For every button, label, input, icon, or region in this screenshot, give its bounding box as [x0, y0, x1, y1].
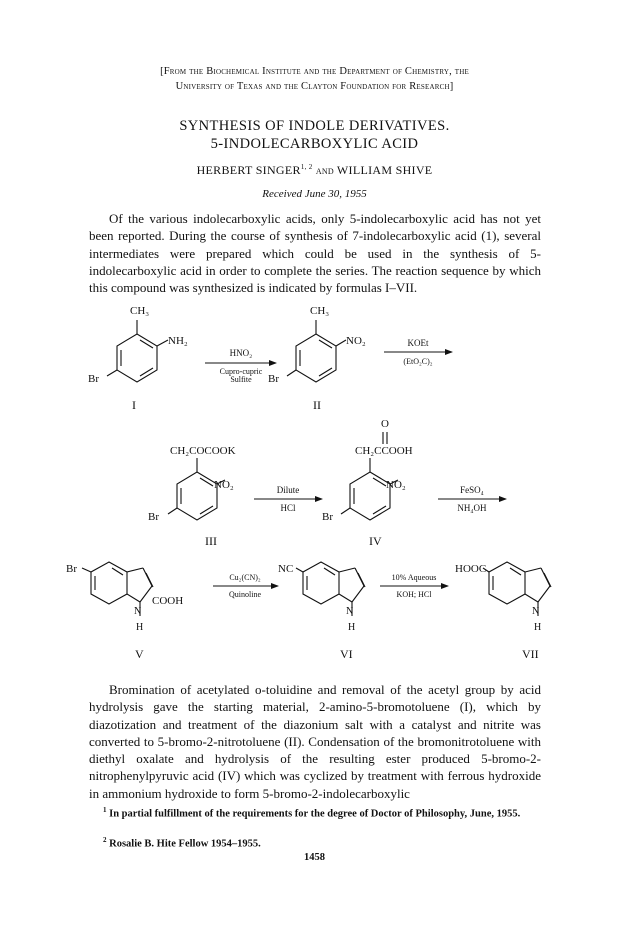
compound-I-ch3: CH₃	[130, 305, 150, 317]
reaction-scheme	[0, 296, 629, 676]
author-second: WILLIAM SHIVE	[336, 163, 433, 177]
author-first: HERBERT SINGER	[196, 163, 301, 177]
compound-V-ring-n: N	[134, 606, 142, 617]
compound-III-no2: NO₂	[214, 479, 234, 491]
compound-VI-label: VI	[340, 647, 353, 661]
reagent-6-below: KOH; HCl	[396, 590, 432, 599]
author-line	[0, 163, 629, 178]
reagent-4-above: FeSO₄	[460, 485, 484, 495]
compound-V-br: Br	[66, 563, 77, 575]
intro-paragraph-text: Of the various indolecarboxylic acids, only 5-indolecarboxylic acid has not yet been reported. During the course of synthesis of 7-indolecarboxylic acid (1), several intermediates were prepared which could be used in the synthesis of 5-indolecarboxylic acid in order to complete the series. The reaction sequence by which this compound was synthesized is indicated by formulas I–VII.	[89, 211, 541, 296]
reagent-1-below-2: Sulfite	[230, 375, 252, 384]
footnote-1	[89, 803, 541, 822]
compound-II-ch3: CH₃	[310, 305, 330, 317]
compound-II-br: Br	[268, 373, 279, 385]
footnote-1-mark: 1	[103, 806, 107, 814]
compound-III-label: III	[205, 534, 217, 548]
footnote-2-mark: 2	[103, 836, 107, 844]
reagent-1-below-1: Cupro-cupric	[219, 367, 263, 376]
compound-V-cooh: COOH	[152, 595, 184, 607]
body-paragraph	[89, 681, 541, 802]
compound-III-br: Br	[148, 511, 159, 523]
body-paragraph-text: Bromination of acetylated o-toluidine and removal of the acetyl group by acid hydrolysis gave the starting material, 2-amino-5-bromotoluene (I), which by diazotization and treatment of the diazonium salt with a catalyst and nitrite was converted to 5-bromo-2-nitrotoluene (II). Condensation of the bromonitrotoluene with diethyl oxalate and hydrolysis of the resulting ester produced 5-bromo-2-nitrophenylpyruvic acid (IV) which was cyclized by treatment with ferrous hydroxide in ammonium hydroxide to form 5-bromo-2-indolecarboxylic	[89, 682, 541, 801]
compound-VI-structure	[296, 562, 365, 616]
reagent-4-below: NH₄OH	[457, 503, 487, 513]
intro-paragraph	[89, 210, 541, 296]
compound-IV-carbonyl-o: O	[381, 418, 389, 430]
compound-I-label: I	[132, 398, 136, 412]
footnote-1-text: In partial fulfillment of the requirements for the degree of Doctor of Philosophy, June, 1955.	[109, 808, 521, 820]
compound-V-label: V	[135, 647, 144, 661]
reagent-3-below: HCl	[280, 503, 296, 513]
compound-VII-ring-n: N	[532, 606, 540, 617]
compound-I-nh2: NH₂	[168, 335, 188, 347]
author-conjunction: and	[315, 165, 334, 177]
compound-II-label: II	[313, 398, 321, 412]
affiliation-line-2: University of Texas and the Clayton Foundation for Research]	[175, 81, 454, 92]
compound-VI-ring-n: N	[346, 606, 354, 617]
compound-VII-label: VII	[522, 647, 539, 661]
compound-IV-side-chain: CH₂CCOOH	[355, 445, 413, 457]
compound-II-structure	[287, 320, 346, 382]
reagent-2-above: KOEt	[407, 338, 429, 348]
compound-V-ring-h: H	[136, 622, 144, 633]
compound-V-structure	[82, 562, 153, 616]
received-date: Received June 30, 1955	[262, 188, 367, 200]
reagent-5-above: Cu₂(CN)₂	[229, 573, 261, 582]
reagent-2-below: (EtO₂C)₂	[403, 357, 433, 366]
compound-VII-structure	[483, 562, 551, 616]
reagent-5-below: Quinoline	[229, 590, 261, 599]
reagent-3-above: Dilute	[276, 485, 300, 495]
compound-I-br: Br	[88, 373, 99, 385]
reagent-6-above: 10% Aqueous	[391, 573, 437, 582]
compound-VI-ring-h: H	[348, 622, 356, 633]
article-title-line-2: 5-INDOLECARBOXYLIC ACID	[210, 136, 419, 152]
compound-IV-br: Br	[322, 511, 333, 523]
compound-III-side-chain: CH₂COCOOK	[170, 445, 236, 457]
page-number: 1458	[304, 852, 325, 863]
reagent-1-above: HNO₂	[229, 348, 253, 358]
compound-VII-ring-h: H	[534, 622, 542, 633]
affiliation-line-1: [From the Biochemical Institute and the Department of Chemistry, the	[160, 66, 469, 77]
compound-IV-no2: NO₂	[386, 479, 406, 491]
compound-VI-nc: NC	[278, 563, 294, 575]
footnote-2-text: Rosalie B. Hite Fellow 1954–1955.	[109, 838, 261, 850]
compound-I-structure	[107, 320, 168, 382]
compound-II-no2: NO₂	[346, 335, 366, 347]
author-footnote-marks: 1, 2	[300, 163, 313, 171]
compound-IV-label: IV	[369, 534, 382, 548]
article-title-line-1: SYNTHESIS OF INDOLE DERIVATIVES.	[179, 118, 450, 134]
compound-VII-hooc: HOOC	[455, 563, 487, 575]
footnote-2	[89, 833, 541, 852]
